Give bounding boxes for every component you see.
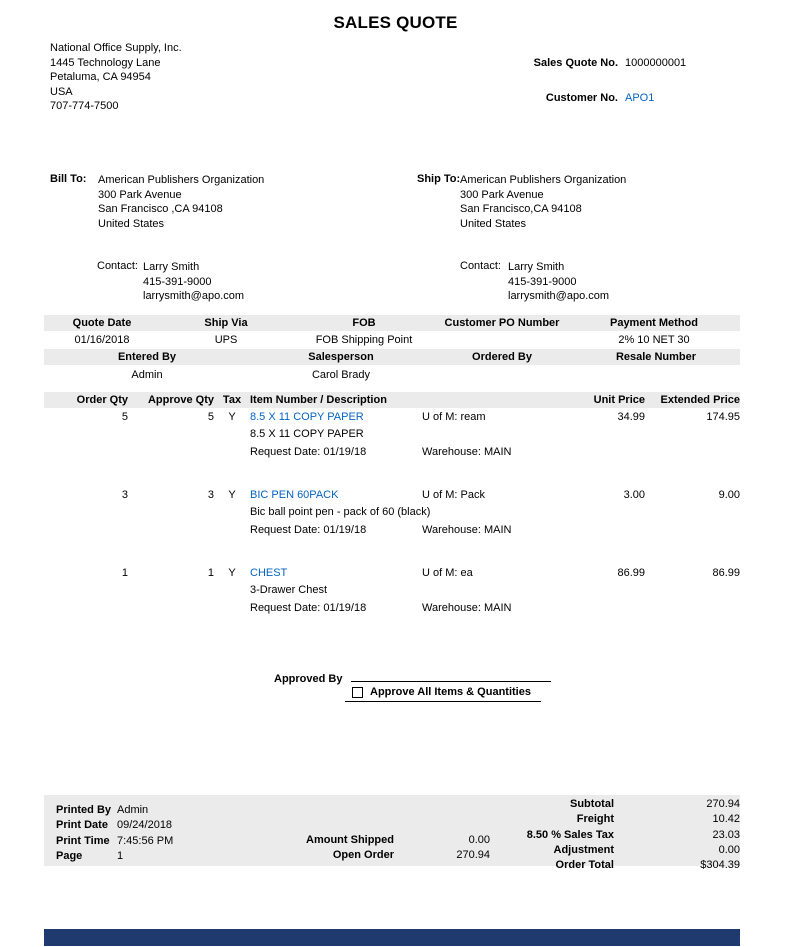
header-customer-po-number: Customer PO Number bbox=[444, 317, 560, 329]
item-1-main-line bbox=[44, 410, 740, 425]
item-uom: U of M: Pack bbox=[422, 489, 485, 501]
header-payment-method: Payment Method bbox=[609, 317, 698, 329]
approve-all-row bbox=[345, 684, 541, 702]
item-extended-price: 86.99 bbox=[712, 567, 740, 579]
amount-shipped-row bbox=[304, 833, 490, 848]
item-approve-qty: 3 bbox=[207, 489, 214, 501]
item-order-qty: 1 bbox=[121, 567, 128, 579]
value-fob: FOB Shipping Point bbox=[315, 334, 413, 346]
freight-row bbox=[510, 812, 740, 827]
header-ordered-by: Ordered By bbox=[472, 351, 532, 363]
company-country: USA bbox=[50, 85, 73, 98]
order-total-row bbox=[510, 858, 740, 873]
print-info-block bbox=[56, 803, 173, 864]
approve-all-checkbox[interactable] bbox=[352, 687, 363, 698]
totals-block bbox=[510, 797, 740, 873]
print-time-row bbox=[56, 834, 173, 849]
printed-by-row bbox=[56, 803, 173, 818]
page-value: 1 bbox=[117, 849, 124, 862]
value-quote-date: 01/16/2018 bbox=[74, 334, 130, 346]
value-customer-po-number bbox=[436, 333, 568, 348]
print-time-label: Print Time bbox=[56, 834, 110, 847]
item-uom: U of M: ream bbox=[422, 411, 486, 423]
item-warehouse: Warehouse: MAIN bbox=[422, 602, 512, 614]
ship-to-name: American Publishers Organization bbox=[460, 174, 627, 186]
subtotal-value: 270.94 bbox=[706, 798, 740, 810]
print-date-value: 09/24/2018 bbox=[117, 819, 173, 832]
order-total-value: $304.39 bbox=[700, 859, 740, 872]
header-fob: FOB bbox=[352, 317, 376, 329]
item-unit-price: 34.99 bbox=[617, 411, 645, 423]
order-info-header-row2 bbox=[44, 349, 740, 365]
item-tax-flag: Y bbox=[228, 411, 236, 423]
item-warehouse: Warehouse: MAIN bbox=[422, 524, 512, 536]
item-tax-flag: Y bbox=[228, 567, 236, 579]
item-unit-price: 86.99 bbox=[617, 567, 645, 579]
page-number-row bbox=[56, 849, 173, 864]
approved-by-label: Approved By bbox=[274, 673, 343, 685]
customer-no-label: Customer No. bbox=[545, 92, 618, 104]
sales-tax-row bbox=[510, 828, 740, 843]
bill-contact-phone: 415-391-9000 bbox=[143, 275, 212, 288]
open-order-value: 270.94 bbox=[456, 849, 490, 862]
adjustment-label: Adjustment bbox=[553, 843, 614, 856]
printed-by-label: Printed By bbox=[56, 804, 112, 816]
item-3-request-line bbox=[44, 601, 740, 616]
print-time-value: 7:45:56 PM bbox=[117, 834, 174, 847]
header-extended-price: Extended Price bbox=[660, 394, 740, 406]
page-title: SALES QUOTE bbox=[333, 13, 458, 32]
approved-by-signature-line bbox=[351, 670, 551, 682]
item-extended-price: 174.95 bbox=[706, 411, 740, 423]
item-order-qty: 3 bbox=[121, 489, 128, 501]
header-ship-via: Ship Via bbox=[204, 317, 248, 329]
sales-quote-no-label: Sales Quote No. bbox=[533, 57, 618, 69]
item-uom: U of M: ea bbox=[422, 567, 473, 579]
item-request-date: Request Date: 01/19/18 bbox=[250, 446, 367, 458]
item-3-main-line bbox=[44, 566, 740, 581]
item-description: 3-Drawer Chest bbox=[250, 584, 328, 596]
value-ordered-by bbox=[432, 368, 572, 383]
item-2-description-line bbox=[44, 505, 740, 520]
amount-shipped-label: Amount Shipped bbox=[306, 834, 394, 846]
item-request-date: Request Date: 01/19/18 bbox=[250, 524, 367, 536]
value-salesperson: Carol Brady bbox=[311, 369, 371, 381]
ship-contact-label: Contact: bbox=[460, 260, 501, 272]
bill-to-country: United States bbox=[98, 217, 165, 230]
amount-shipped-value: 0.00 bbox=[468, 834, 490, 846]
item-warehouse: Warehouse: MAIN bbox=[422, 446, 512, 458]
customer-no-link[interactable]: APO1 bbox=[625, 92, 655, 104]
header-unit-price: Unit Price bbox=[593, 394, 645, 406]
item-1-description-line bbox=[44, 427, 740, 442]
item-approve-qty: 5 bbox=[207, 411, 214, 423]
footer-summary-box bbox=[44, 795, 740, 872]
subtotal-label: Subtotal bbox=[570, 798, 614, 810]
header-tax: Tax bbox=[222, 394, 242, 406]
item-request-date: Request Date: 01/19/18 bbox=[250, 602, 367, 614]
header-approve-qty: Approve Qty bbox=[147, 394, 214, 406]
table-row bbox=[44, 488, 740, 538]
ship-to-address-line1: 300 Park Avenue bbox=[460, 188, 544, 201]
print-date-label: Print Date bbox=[56, 819, 108, 832]
item-number-link[interactable]: BIC PEN 60PACK bbox=[250, 489, 339, 501]
item-description: Bic ball point pen - pack of 60 (black) bbox=[250, 506, 431, 518]
item-description: 8.5 X 11 COPY PAPER bbox=[250, 428, 364, 440]
header-resale-number: Resale Number bbox=[615, 351, 697, 363]
footer-accent-bar bbox=[44, 929, 740, 946]
approved-by-row bbox=[274, 670, 551, 685]
item-order-qty: 5 bbox=[121, 411, 128, 423]
open-order-label: Open Order bbox=[332, 849, 394, 862]
order-total-label: Order Total bbox=[555, 859, 614, 872]
header-item-number-description: Item Number / Description bbox=[250, 394, 387, 406]
item-extended-price: 9.00 bbox=[718, 489, 740, 501]
company-name: National Office Supply, Inc. bbox=[50, 42, 182, 54]
bill-contact-block bbox=[143, 260, 244, 304]
printed-by-value: Admin bbox=[117, 804, 149, 816]
header-entered-by: Entered By bbox=[117, 351, 177, 363]
header-uom-spacer bbox=[422, 392, 582, 408]
approve-all-label: Approve All Items & Quantities bbox=[370, 686, 531, 698]
shipment-summary-block bbox=[304, 833, 490, 864]
sales-quote-no-value: 1000000001 bbox=[625, 57, 687, 69]
item-number-link[interactable]: 8.5 X 11 COPY PAPER bbox=[250, 411, 364, 423]
adjustment-value: 0.00 bbox=[718, 843, 740, 856]
page-label: Page bbox=[56, 849, 83, 862]
freight-value: 10.42 bbox=[712, 813, 740, 826]
item-approve-qty: 1 bbox=[207, 567, 214, 579]
order-info-values-row1 bbox=[44, 333, 740, 348]
subtotal-row bbox=[510, 797, 740, 812]
bill-to-label: Bill To: bbox=[50, 173, 87, 185]
company-address-line2: Petaluma, CA 94954 bbox=[50, 71, 151, 84]
bill-to-name: American Publishers Organization bbox=[98, 174, 265, 186]
item-1-request-line bbox=[44, 445, 740, 460]
value-payment-method: 2% 10 NET 30 bbox=[618, 334, 690, 346]
ship-to-country: United States bbox=[460, 217, 527, 230]
company-phone: 707-774-7500 bbox=[50, 100, 119, 113]
ship-contact-name: Larry Smith bbox=[508, 261, 565, 273]
ship-to-address-line2: San Francisco,CA 94108 bbox=[460, 203, 582, 216]
value-entered-by: Admin bbox=[131, 369, 163, 381]
bill-contact-email: larrysmith@apo.com bbox=[143, 290, 245, 303]
ship-contact-phone: 415-391-9000 bbox=[508, 275, 577, 288]
value-ship-via: UPS bbox=[214, 334, 238, 346]
sales-tax-value: 23.03 bbox=[712, 828, 740, 841]
print-date-row bbox=[56, 818, 173, 833]
ship-contact-email: larrysmith@apo.com bbox=[508, 290, 610, 303]
item-2-request-line bbox=[44, 523, 740, 538]
header-salesperson: Salesperson bbox=[308, 351, 374, 363]
open-order-row bbox=[304, 848, 490, 863]
sales-tax-label: 8.50 % Sales Tax bbox=[526, 828, 614, 841]
items-table-header bbox=[44, 392, 740, 408]
item-tax-flag: Y bbox=[228, 489, 236, 501]
adjustment-row bbox=[510, 843, 740, 858]
freight-label: Freight bbox=[576, 813, 614, 826]
bill-contact-label: Contact: bbox=[97, 260, 138, 272]
table-row bbox=[44, 410, 740, 460]
value-resale-number bbox=[572, 368, 740, 383]
header-order-qty: Order Qty bbox=[76, 394, 128, 406]
ship-contact-block bbox=[508, 260, 609, 304]
bill-to-address-line2: San Francisco ,CA 94108 bbox=[98, 203, 223, 216]
item-number-link[interactable]: CHEST bbox=[250, 567, 288, 579]
bill-to-address-line1: 300 Park Avenue bbox=[98, 188, 182, 201]
header-quote-date: Quote Date bbox=[72, 317, 132, 329]
ship-to-label: Ship To: bbox=[417, 173, 461, 185]
bill-to-address-block bbox=[98, 173, 264, 231]
company-address-block bbox=[50, 41, 182, 114]
order-info-header-row1 bbox=[44, 315, 740, 331]
company-address-line1: 1445 Technology Lane bbox=[50, 56, 161, 69]
ship-to-address-block bbox=[460, 173, 626, 231]
table-row bbox=[44, 566, 740, 616]
item-2-main-line bbox=[44, 488, 740, 503]
bill-contact-name: Larry Smith bbox=[143, 261, 200, 273]
order-info-values-row2 bbox=[44, 368, 740, 383]
item-3-description-line bbox=[44, 583, 740, 598]
item-unit-price: 3.00 bbox=[623, 489, 645, 501]
